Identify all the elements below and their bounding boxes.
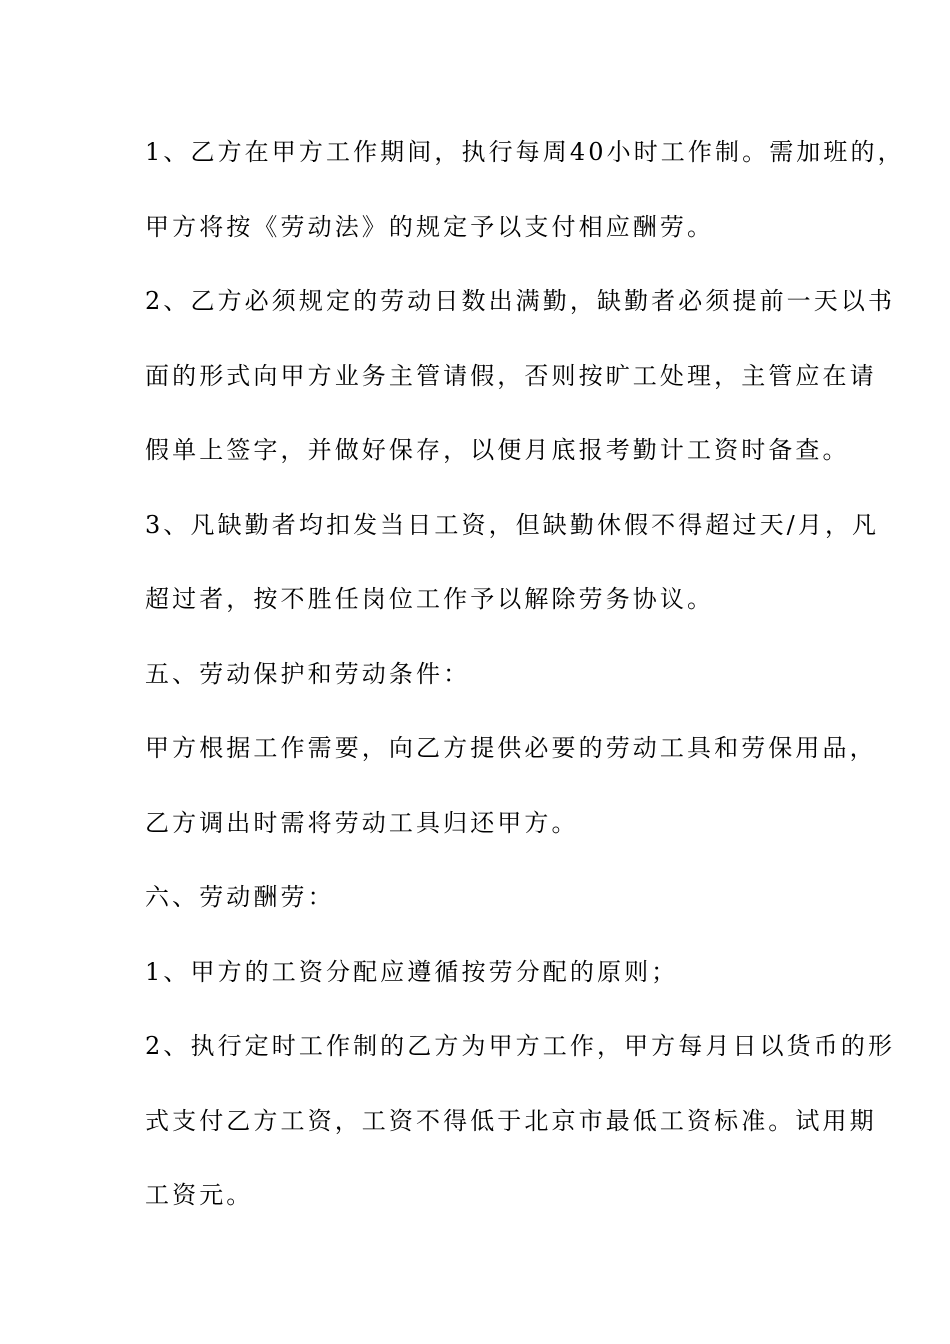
text-line: 式支付乙方工资，工资不得低于北京市最低工资标准。试用期 [145, 1106, 877, 1135]
text-line: 1、甲方的工资分配应遵循按劳分配的原则； [145, 957, 679, 986]
text-line: 1、乙方在甲方工作期间，执行每周40小时工作制。需加班的， [145, 138, 905, 166]
section-heading: 六、劳动酬劳： [145, 883, 335, 911]
text-line: 甲方根据工作需要，向乙方提供必要的劳动工具和劳保用品， [145, 734, 877, 762]
text-line: 假单上签字，并做好保存，以便月底报考勤计工资时备查。 [145, 436, 850, 464]
text-line: 甲方将按《劳动法》的规定予以支付相应酬劳。 [145, 212, 715, 241]
text-line: 工资元。 [145, 1181, 254, 1209]
section-heading: 五、劳动保护和劳动条件： [145, 659, 471, 688]
text-line: 3、凡缺勤者均扣发当日工资，但缺勤休假不得超过天/月，凡 [145, 510, 880, 539]
document-body [145, 132, 905, 1250]
text-line: 2、执行定时工作制的乙方为甲方工作，甲方每月日以货币的形 [145, 1032, 896, 1060]
text-line: 乙方调出时需将劳动工具归还甲方。 [145, 808, 579, 837]
text-line: 2、乙方必须规定的劳动日数出满勤，缺勤者必须提前一天以书 [145, 287, 896, 315]
text-line: 面的形式向甲方业务主管请假，否则按旷工处理，主管应在请 [145, 361, 877, 390]
text-line: 超过者，按不胜任岗位工作予以解除劳务协议。 [145, 585, 715, 613]
